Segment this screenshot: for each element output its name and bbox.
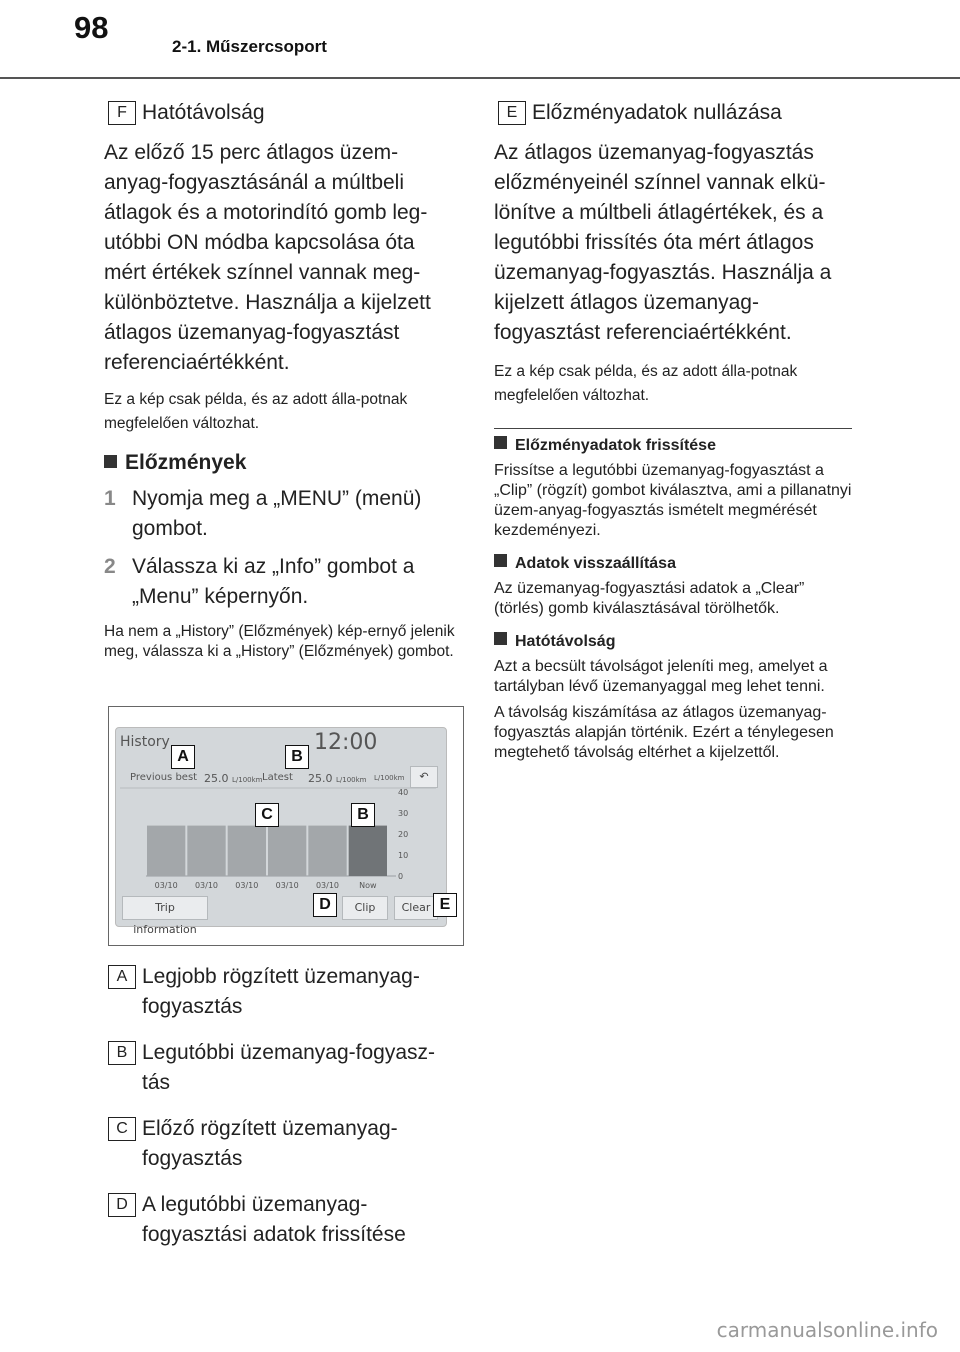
callout-b-latest: B bbox=[285, 745, 309, 769]
trip-information-button[interactable]: Trip information bbox=[122, 896, 208, 920]
y-tick-label: 0 bbox=[398, 872, 404, 881]
header-rule bbox=[0, 77, 960, 79]
bar-history bbox=[268, 826, 306, 876]
y-tick-label: 10 bbox=[398, 851, 409, 860]
left-column bbox=[104, 98, 456, 662]
x-tick-label: 03/10 bbox=[194, 881, 219, 890]
refresh-text: Frissítse a legutóbbi üzemanyag-fogyasztást a „Clip” (rögzít) gombot kiválasztva, ami a pillanatnyi üzem-anyag-fogyasztás ismételt megmérését kezdeményezi. bbox=[494, 462, 852, 539]
legend-d-tag: D bbox=[108, 1193, 136, 1217]
item-f-title-text: Hatótávolság bbox=[142, 101, 265, 124]
item-f-note: Ez a kép csak példa, és az adott álla-potnak megfelelően változhat. bbox=[104, 391, 408, 432]
callout-a: A bbox=[171, 745, 195, 769]
legend-a bbox=[104, 962, 456, 1022]
bar-history bbox=[308, 826, 346, 876]
square-bullet-icon bbox=[494, 632, 507, 645]
step-1 bbox=[104, 484, 456, 544]
legend-list bbox=[104, 962, 456, 1250]
y-tick-label: 20 bbox=[398, 830, 409, 839]
bar-history bbox=[187, 826, 225, 876]
section-divider bbox=[494, 428, 852, 429]
section-heading-text: Előzmények bbox=[125, 451, 247, 474]
back-arrow-icon: ↶ bbox=[419, 770, 429, 783]
legend-c-text: Előző rögzített üzemanyag-fogyasztás bbox=[142, 1117, 398, 1170]
legend-a-tag: A bbox=[108, 965, 136, 989]
display-screen bbox=[115, 727, 447, 936]
callout-c: C bbox=[255, 803, 279, 827]
range-heading bbox=[494, 631, 856, 653]
range-text-2: A távolság kiszámítása az átlagos üzemanyag-fogyasztás alapján történik. Ezért a ténylegesen megtehető távolság eltérhet a kijelzettől. bbox=[494, 704, 834, 761]
legend-c-tag: C bbox=[108, 1117, 136, 1141]
history-screen-figure bbox=[108, 706, 464, 946]
step-2 bbox=[104, 552, 456, 612]
bar-history bbox=[228, 826, 266, 876]
section-heading bbox=[104, 448, 456, 478]
step-2-text: Válassza ki az „Info” gombot a „Menu” képernyőn. bbox=[132, 555, 415, 608]
page-number: 98 bbox=[74, 10, 109, 45]
square-bullet-icon bbox=[104, 455, 117, 468]
step-1-text: Nyomja meg a „MENU” (menü) gombot. bbox=[132, 487, 422, 540]
y-tick-label: 40 bbox=[398, 788, 409, 797]
latest-number: 25.0 bbox=[308, 772, 333, 785]
item-e-note: Ez a kép csak példa, és az adott álla-potnak megfelelően változhat. bbox=[494, 363, 798, 404]
step-2-number: 2 bbox=[104, 555, 116, 578]
callout-d: D bbox=[313, 893, 337, 917]
reset-text: Az üzemanyag-fogyasztási adatok a „Clear” (törlés) gomb kiválasztásával törölhetők. bbox=[494, 580, 805, 617]
reset-heading-text: Adatok visszaállítása bbox=[515, 555, 676, 572]
clip-button[interactable]: Clip bbox=[342, 896, 388, 920]
x-tick-label: 03/10 bbox=[235, 881, 259, 890]
legend-b bbox=[104, 1038, 456, 1098]
previous-best-number: 25.0 bbox=[204, 772, 229, 785]
item-e-body: Az átlagos üzemanyag-fogyasztás előzményeinél színnel vannak elkü-lönítve a múltbeli átlagértékek, és a legutóbbi frissítés óta mért átlagos üzemanyag-fogyasztás. Használja a kijelzett átlagos üzemanyag-fogyasztást referenciaértékként. bbox=[494, 141, 832, 344]
item-f-title bbox=[104, 98, 456, 128]
tag-e: E bbox=[498, 101, 526, 125]
previous-best-label: Previous best bbox=[130, 772, 198, 783]
range-text-1: Azt a becsült távolságot jeleníti meg, amelyet a tartályban lévő üzemanyaggal meg lehet tenni. bbox=[494, 658, 828, 695]
reset-heading bbox=[494, 553, 856, 575]
refresh-heading-text: Előzményadatok frissítése bbox=[515, 437, 716, 454]
y-tick-label: 30 bbox=[398, 809, 409, 818]
square-bullet-icon bbox=[494, 436, 507, 449]
item-e-title bbox=[494, 98, 856, 128]
x-tick-label: 03/10 bbox=[275, 881, 299, 890]
legend-d bbox=[104, 1190, 456, 1250]
screen-title: History bbox=[120, 734, 170, 750]
square-bullet-icon bbox=[494, 554, 507, 567]
step-1-number: 1 bbox=[104, 487, 116, 510]
item-e-title-text: Előzményadatok nullázása bbox=[532, 101, 782, 124]
x-tick-label: 03/10 bbox=[154, 881, 178, 890]
step-note: Ha nem a „History” (Előzmények) kép-ernyő jelenik meg, válassza ki a „History” (Előzmények) gombot. bbox=[104, 623, 455, 660]
range-heading-text: Hatótávolság bbox=[515, 633, 616, 650]
legend-b-text: Legutóbbi üzemanyag-fogyasz-tás bbox=[142, 1041, 436, 1094]
refresh-heading bbox=[494, 435, 856, 457]
tag-f: F bbox=[108, 101, 136, 125]
clear-button[interactable]: Clear bbox=[394, 896, 438, 920]
axis-unit: L/100km bbox=[374, 774, 405, 782]
item-f-body: Az előző 15 perc átlagos üzem-anyag-fogyasztásánál a múltbeli átlagok és a motorindító gomb leg-utóbbi ON módba kapcsolása óta mért értékek színnel vannak meg-különböztetve. Használja a kijelzett átlagos üzemanyag-fogyasztást referenciaértékként. bbox=[104, 141, 431, 374]
latest-unit: L/100km bbox=[336, 776, 367, 784]
previous-best-unit: L/100km bbox=[232, 776, 263, 784]
legend-c bbox=[104, 1114, 456, 1174]
bar-history bbox=[147, 826, 185, 876]
bar-now bbox=[349, 826, 387, 876]
latest-label: Latest bbox=[262, 772, 293, 783]
x-tick-label: 03/10 bbox=[315, 881, 340, 890]
legend-b-tag: B bbox=[108, 1041, 136, 1065]
right-column bbox=[494, 98, 856, 763]
callout-b-bar: B bbox=[351, 803, 375, 827]
section-title: 2-1. Műszercsoport bbox=[172, 37, 327, 56]
screen-clock: 12:00 bbox=[314, 730, 378, 755]
callout-e: E bbox=[433, 893, 457, 917]
footer-watermark: carmanualsonline.info bbox=[716, 1318, 938, 1342]
legend-a-text: Legjobb rögzített üzemanyag-fogyasztás bbox=[142, 965, 420, 1018]
legend-d-text: A legutóbbi üzemanyag-fogyasztási adatok frissítése bbox=[142, 1193, 406, 1246]
x-tick-label: Now bbox=[359, 881, 377, 890]
